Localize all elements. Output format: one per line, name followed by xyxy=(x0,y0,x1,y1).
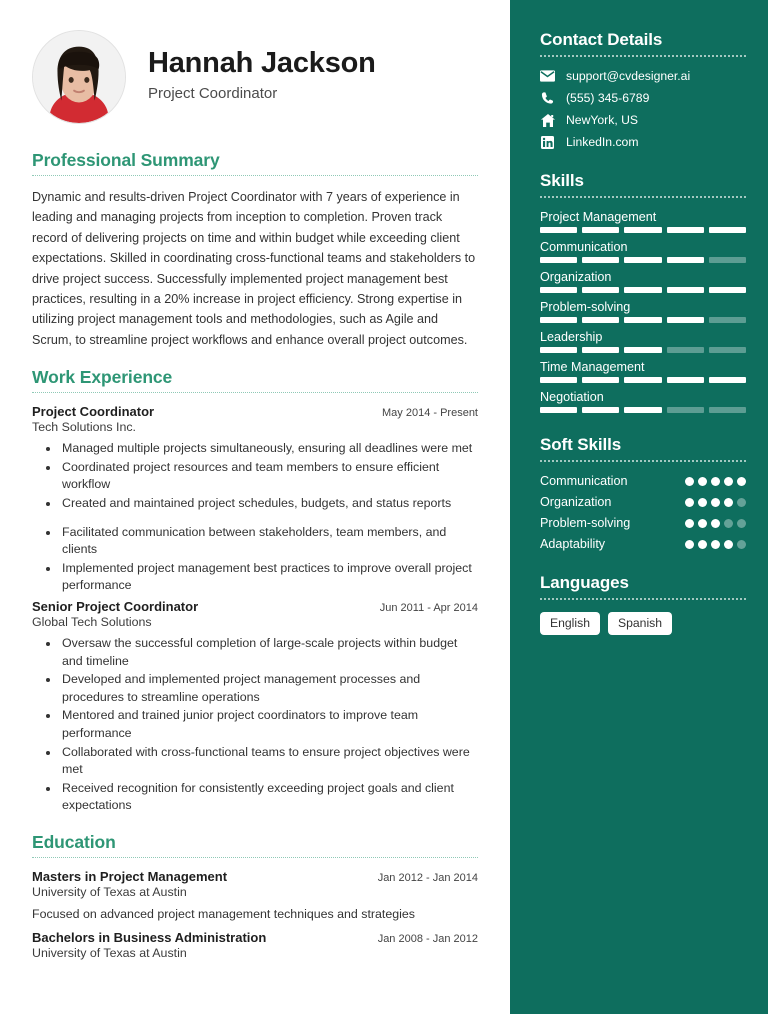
profile-photo-icon xyxy=(33,31,125,123)
job-organization: Tech Solutions Inc. xyxy=(32,420,137,435)
skill-level-bar xyxy=(540,287,746,293)
rating-dot xyxy=(737,477,746,486)
contact-value: LinkedIn.com xyxy=(566,135,639,149)
rating-dot xyxy=(724,498,733,507)
summary-text: Dynamic and results-driven Project Coordinator with 7 years of experience in leading and managing projects from inception to completion. Proven track record of delivering projects on time and within budget while exceeding client expectations. Skilled in coordinating cross-functional teams and stakeholders to drive project success. Successfully implemented project management best practices, resulting in a 20% increase in project efficiency. Strong expertise in utilizing project management tools and methodologies, such as Agile and Scrum, to streamline project workflows and enhance overall project outcomes. xyxy=(32,190,476,347)
education-degree: Bachelors in Business Administration xyxy=(32,930,267,946)
skill-item xyxy=(540,240,746,263)
rating-dot xyxy=(711,498,720,507)
work-bullet: • Collaborated with cross-functional teams to ensure project objectives were met xyxy=(60,744,478,779)
home-icon xyxy=(540,114,555,127)
skill-segment xyxy=(624,227,661,233)
section-education xyxy=(32,832,478,960)
work-bullet: • Facilitated communication between stakeholders, team members, and clients xyxy=(60,524,478,559)
work-bullet: • Developed and implemented project management processes and procedures to streamline operations xyxy=(60,671,478,706)
phone-icon xyxy=(540,91,555,105)
skill-segment xyxy=(540,257,577,263)
education-entry-header xyxy=(32,930,478,945)
section-title-education: Education xyxy=(32,832,116,853)
skill-segment xyxy=(624,287,661,293)
skill-segment xyxy=(709,287,746,293)
skill-segment xyxy=(709,317,746,323)
education-date: Jan 2012 - Jan 2014 xyxy=(377,872,478,885)
skill-segment xyxy=(582,257,619,263)
section-title-work: Work Experience xyxy=(32,367,173,388)
rating-dot xyxy=(711,540,720,549)
section-divider xyxy=(32,175,478,176)
contact-value: NewYork, US xyxy=(566,113,639,127)
sidebar-title-skills: Skills xyxy=(540,171,584,190)
rating-dot xyxy=(698,498,707,507)
sidebar-divider xyxy=(540,196,746,198)
skill-label: Communication xyxy=(540,240,628,254)
skill-segment xyxy=(540,347,577,353)
skill-level-bar xyxy=(540,257,746,263)
rating-dot xyxy=(724,540,733,549)
section-title-summary: Professional Summary xyxy=(32,150,220,170)
rating-dot xyxy=(698,477,707,486)
job-title: Senior Project Coordinator xyxy=(32,599,199,614)
skill-segment xyxy=(709,347,746,353)
soft-skill-label: Problem-solving xyxy=(540,516,631,530)
rating-dot xyxy=(685,498,694,507)
skill-segment xyxy=(540,407,577,413)
skill-segment xyxy=(582,287,619,293)
soft-skill-rating xyxy=(685,540,746,549)
work-list xyxy=(32,404,478,815)
skill-label: Problem-solving xyxy=(540,300,631,314)
work-bullet: • Managed multiple projects simultaneously, ensuring all deadlines were met xyxy=(60,440,478,458)
skill-label: Leadership xyxy=(540,330,603,344)
sidebar-title-contact: Contact Details xyxy=(540,30,663,49)
work-entry xyxy=(32,599,478,815)
section-divider xyxy=(32,392,478,393)
soft-skill-label: Communication xyxy=(540,474,628,488)
candidate-role: Project Coordinator xyxy=(148,85,278,103)
skill-segment xyxy=(667,287,704,293)
soft-skill-item xyxy=(540,495,746,509)
work-bullet: • Oversaw the successful completion of large-scale projects within budget and timeline xyxy=(60,635,478,670)
education-degree: Masters in Project Management xyxy=(32,869,228,885)
skill-item xyxy=(540,300,746,323)
skill-segment xyxy=(540,287,577,293)
skill-segment xyxy=(540,227,577,233)
job-organization: Global Tech Solutions xyxy=(32,615,152,629)
soft-skill-item xyxy=(540,516,746,530)
contact-item[interactable] xyxy=(540,135,746,149)
skill-segment xyxy=(582,317,619,323)
contact-item[interactable] xyxy=(540,91,746,105)
work-bullet-list xyxy=(32,635,478,815)
skill-item xyxy=(540,390,746,413)
work-bullet: • Implemented project management best practices to improve overall project performance xyxy=(60,560,478,595)
work-bullet: • Mentored and trained junior project coordinators to improve team performance xyxy=(60,707,478,742)
work-bullet-list xyxy=(32,440,478,595)
skill-segment xyxy=(540,317,577,323)
candidate-name: Hannah Jackson xyxy=(148,46,376,79)
identity-block xyxy=(148,48,376,107)
skill-item xyxy=(540,360,746,383)
language-chip[interactable]: Spanish xyxy=(608,612,672,635)
skill-segment xyxy=(624,377,661,383)
sidebar-title-languages: Languages xyxy=(540,573,629,592)
job-title: Project Coordinator xyxy=(32,404,155,420)
skill-level-bar xyxy=(540,317,746,323)
envelope-icon xyxy=(540,70,555,82)
skill-level-bar xyxy=(540,347,746,353)
skill-label: Time Management xyxy=(540,360,645,374)
skill-segment xyxy=(709,227,746,233)
soft-skill-label: Adaptability xyxy=(540,537,606,551)
job-date: Jun 2011 - Apr 2014 xyxy=(379,602,478,614)
rating-dot xyxy=(737,519,746,528)
skill-segment xyxy=(667,227,704,233)
skill-label: Project Management xyxy=(540,210,657,224)
sidebar-section-contact xyxy=(540,30,746,149)
section-divider xyxy=(32,857,478,858)
soft-skill-item xyxy=(540,474,746,488)
skill-segment xyxy=(624,257,661,263)
skill-label: Negotiation xyxy=(540,390,604,404)
resume-header xyxy=(32,30,478,124)
sidebar-divider xyxy=(540,55,746,57)
soft-skill-rating xyxy=(685,519,746,528)
skill-level-bar xyxy=(540,227,746,233)
rating-dot xyxy=(737,498,746,507)
skill-segment xyxy=(582,377,619,383)
skill-segment xyxy=(582,407,619,413)
section-work-experience xyxy=(32,367,478,815)
skill-segment xyxy=(667,377,704,383)
sidebar-section-soft-skills xyxy=(540,435,746,551)
sidebar-section-languages xyxy=(540,573,746,635)
sidebar-section-skills xyxy=(540,171,746,413)
job-date: May 2014 - Present xyxy=(382,407,478,420)
skill-segment xyxy=(667,257,704,263)
work-bullet: • Received recognition for consistently exceeding project goals and client expectations xyxy=(60,780,478,815)
skill-segment xyxy=(667,317,704,323)
contact-value: support@cvdesigner.ai xyxy=(566,69,691,83)
skill-segment xyxy=(667,407,704,413)
skill-item xyxy=(540,210,746,233)
education-date: Jan 2008 - Jan 2012 xyxy=(377,933,478,946)
avatar xyxy=(32,30,126,124)
rating-dot xyxy=(711,477,720,486)
soft-skill-rating xyxy=(685,477,746,486)
contact-item[interactable] xyxy=(540,113,746,127)
sidebar-title-soft-skills: Soft Skills xyxy=(540,435,622,454)
skill-item xyxy=(540,270,746,293)
rating-dot xyxy=(724,477,733,486)
work-entry xyxy=(32,404,478,595)
rating-dot xyxy=(724,519,733,528)
section-professional-summary xyxy=(32,150,478,350)
skill-level-bar xyxy=(540,407,746,413)
skill-segment xyxy=(667,347,704,353)
rating-dot xyxy=(685,519,694,528)
soft-skills-list xyxy=(540,474,746,551)
skill-segment xyxy=(582,227,619,233)
skill-segment xyxy=(709,257,746,263)
sidebar-divider xyxy=(540,598,746,600)
rating-dot xyxy=(698,540,707,549)
contact-item[interactable] xyxy=(540,69,746,83)
work-entry-header xyxy=(32,599,478,614)
skill-segment xyxy=(709,407,746,413)
education-description: Focused on advanced project management techniques and strategies xyxy=(32,907,415,922)
work-entry-header xyxy=(32,404,478,419)
skill-item xyxy=(540,330,746,353)
skill-segment xyxy=(582,347,619,353)
sidebar xyxy=(510,0,768,1014)
work-bullet: • Created and maintained project schedules, budgets, and status reports xyxy=(60,495,478,513)
rating-dot xyxy=(685,540,694,549)
linkedin-icon xyxy=(540,136,555,149)
soft-skill-item xyxy=(540,537,746,551)
skill-segment xyxy=(624,347,661,353)
rating-dot xyxy=(698,519,707,528)
education-school: University of Texas at Austin xyxy=(32,946,187,961)
skill-segment xyxy=(540,377,577,383)
sidebar-divider xyxy=(540,460,746,462)
soft-skill-label: Organization xyxy=(540,495,612,509)
rating-dot xyxy=(711,519,720,528)
rating-dot xyxy=(685,477,694,486)
skill-segment xyxy=(624,407,661,413)
education-entry-header xyxy=(32,869,478,884)
contact-value: (555) 345-6789 xyxy=(566,91,650,105)
skill-segment xyxy=(624,317,661,323)
education-list xyxy=(32,869,478,960)
work-bullet: • Coordinated project resources and team members to ensure efficient workflow xyxy=(60,459,478,494)
language-chip[interactable]: English xyxy=(540,612,600,635)
education-entry xyxy=(32,930,478,960)
language-chip-list xyxy=(540,612,746,635)
skill-label: Organization xyxy=(540,270,612,284)
education-school: University of Texas at Austin xyxy=(32,885,187,900)
rating-dot xyxy=(737,540,746,549)
skill-level-bar xyxy=(540,377,746,383)
education-entry xyxy=(32,869,478,921)
soft-skill-rating xyxy=(685,498,746,507)
skills-list xyxy=(540,210,746,413)
skill-segment xyxy=(709,377,746,383)
contact-list xyxy=(540,69,746,149)
